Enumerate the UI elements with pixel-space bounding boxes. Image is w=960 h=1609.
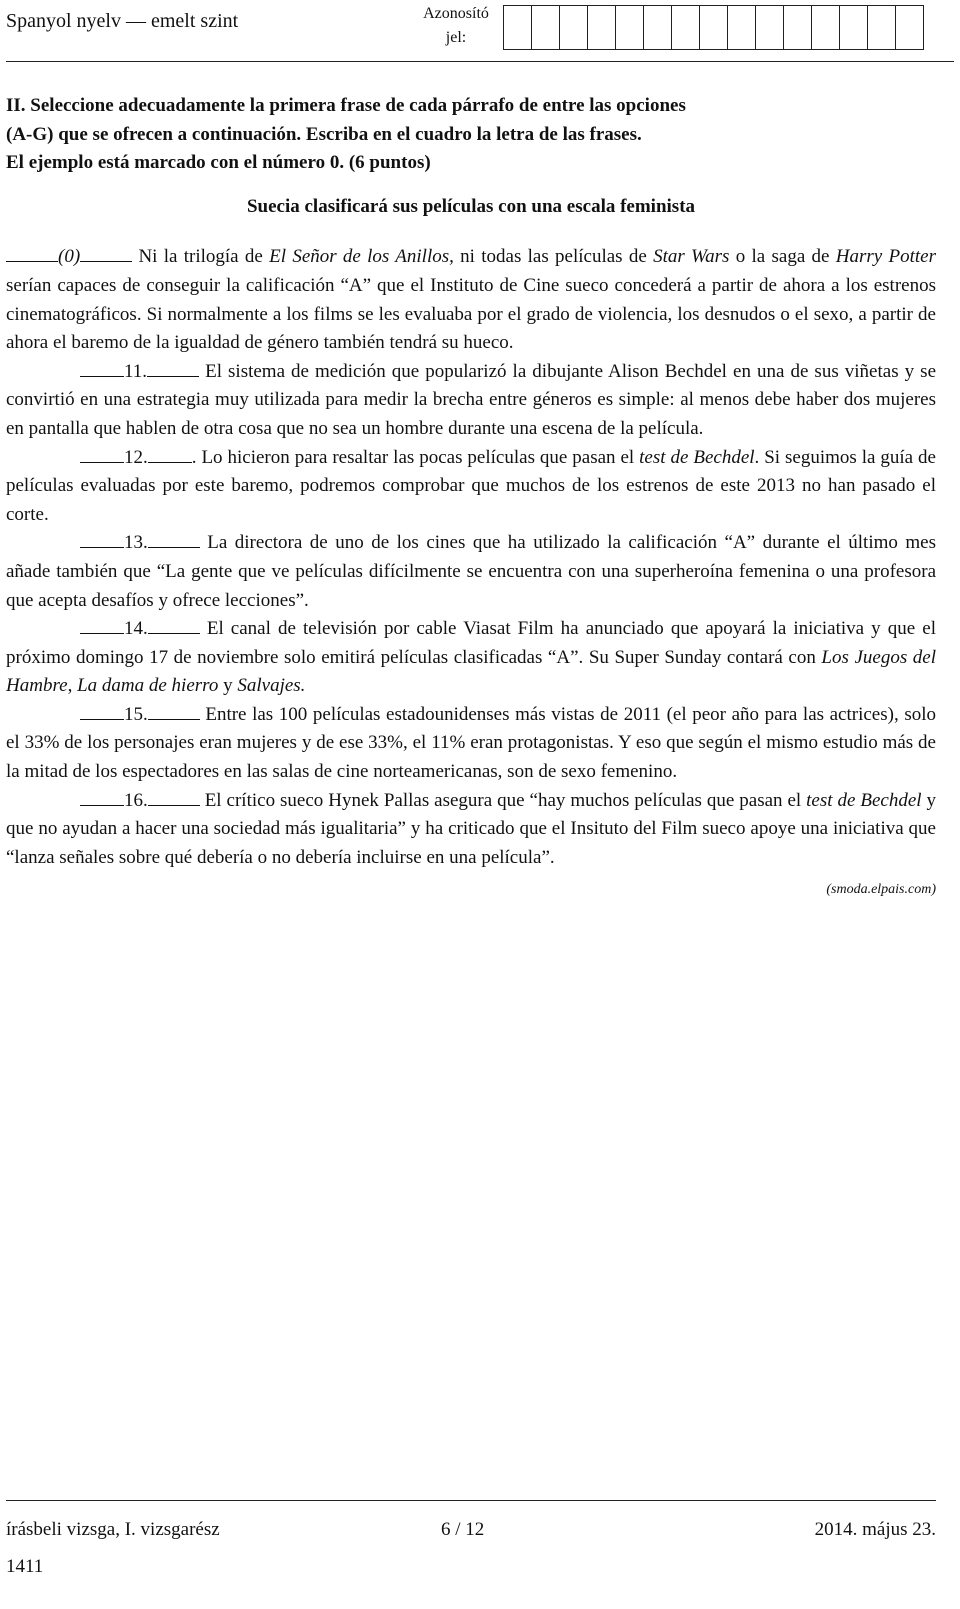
header-title: Spanyol nyelv — emelt szint [6,10,239,32]
paragraph-text: Entre las 100 películas estadounidenses más vistas de 2011 (el peor año para las actrices), solo el 33% de los personajes eran mujeres y de ese 33%, el 11% eran protagonistas. Y eso que según el mismo estudio más de la mitad de los espectadores en las salas de cine norteamericanas, son de sexo femenino. [6,703,936,783]
paragraph-italic: test de Bechdel [639,446,755,468]
answer-blank[interactable] [148,529,200,548]
paragraph-italic: Harry Potter [835,246,937,268]
id-box[interactable] [867,5,896,50]
id-box[interactable] [671,5,700,50]
id-box[interactable] [783,5,812,50]
item-number: 11. [124,360,148,382]
main-content [6,92,936,905]
paragraph-text: . Lo hicieron para resaltar las pocas películas que pasan el [191,446,640,468]
answer-blank[interactable] [80,615,124,634]
id-box[interactable] [727,5,756,50]
instructions-line: El ejemplo está marcado con el número 0. (6 puntos) [6,152,431,174]
header-divider [6,61,954,62]
id-box[interactable] [503,5,532,50]
task-instructions [6,92,936,178]
instructions-line: (A-G) que se ofrecen a continuación. Escriba en el cuadro la letra de las frases. [6,123,642,145]
page-header [6,0,954,62]
paragraph-text: y [218,675,238,697]
footer-row [6,1519,936,1549]
paragraph-text: El canal de televisión por cable Viasat Film ha anunciado que apoyará la iniciativa y que el próximo domingo 17 de noviembre solo emitirá películas clasificadas “A”. Su Super Sunday contará con [6,618,936,668]
item-number: 12. [124,446,148,468]
answer-blank[interactable] [148,701,200,720]
paragraph-italic: El Señor de los Anillos [269,246,450,268]
id-box[interactable] [699,5,728,50]
item-number: 14. [124,618,148,640]
paragraph-italic: La dama de hierro [77,675,219,697]
id-label-line2: jel: [445,29,467,46]
paragraph-15 [6,701,936,787]
item-number: 13. [124,532,148,554]
answer-blank [6,243,58,262]
paragraph-text: o la saga de [729,246,836,268]
paragraph-text: El sistema de medición que popularizó la dibujante Alison Bechdel en una de sus viñetas y se convirtió en una estrategia muy utilizada para medir la brecha entre géneros es simple: al menos debe haber dos mujeres en pantalla que hablen de otra cosa que no sea un hombre durante una escena de la película. [6,360,936,439]
paragraph-text: y que no ayudan a hacer una sociedad más igualitaria” y ha criticado que el Insituto del Film sueco apoye una iniciativa que “lanza señales sobre qué debería o no debería incluirse en una película”. [6,789,936,868]
answer-blank[interactable] [148,787,200,806]
answer-blank[interactable] [80,787,124,806]
paragraph-11 [6,358,936,444]
id-label-line1: Azonosító [423,5,489,22]
item-number: 16. [124,789,148,811]
footer-exam-label: írásbeli vizsga, I. vizsgarész [6,1519,220,1540]
paragraph-text: , [67,675,78,697]
id-box[interactable] [755,5,784,50]
id-boxes [503,5,923,50]
paragraph-text: , ni todas las películas de [449,246,654,268]
id-box[interactable] [587,5,616,50]
id-box[interactable] [559,5,588,50]
paragraph-12 [6,444,936,530]
id-box[interactable] [839,5,868,50]
page-number: 6 / 12 [441,1519,485,1540]
footer-divider [6,1500,936,1501]
id-box[interactable] [895,5,924,50]
id-box[interactable] [615,5,644,50]
item-number: 15. [124,703,148,725]
paragraph-italic: Star Wars [653,246,730,268]
answer-blank[interactable] [148,444,192,463]
paragraph-text: . Si seguimos la guía de películas evaluadas por este baremo, podremos comprobar que muchos de los estrenos de este 2013 no han pasado el corte. [6,446,936,525]
instructions-line: II. Seleccione adecuadamente la primera frase de cada párrafo de entre las opciones [6,95,686,116]
answer-blank[interactable] [80,358,124,377]
footer-date: 2014. május 23. [814,1519,936,1540]
paragraph-13 [6,529,936,615]
paragraph-text: serían capaces de conseguir la calificación “A” que el Instituto de Cine sueco concederá a partir de ahora a los estrenos cinematográficos. Si normalmente a los films se les evaluaba por el grado de violencia, los desnudos o el sexo, a partir de ahora el baremo de la igualdad de género también tendrá su hueco. [6,274,936,354]
id-box[interactable] [811,5,840,50]
answer-blank[interactable] [80,529,124,548]
answer-blank[interactable] [147,358,199,377]
example-label: (0) [58,246,81,268]
paragraph-italic: Los Juegos del Hambre [6,646,937,697]
paragraph-text: El crítico sueco Hynek Pallas asegura que “hay muchos películas que pasan el [199,789,807,811]
paragraph-italic: Salvajes. [237,675,306,697]
answer-blank[interactable] [148,615,200,634]
answer-blank [80,243,132,262]
paragraph-0 [6,243,936,357]
id-label [416,2,496,50]
page-footer [6,1500,936,1577]
id-box[interactable] [643,5,672,50]
paragraph-text: La directora de uno de los cines que ha utilizado la calificación “A” durante el último mes añade también que “La gente que ve películas difícilmente se encuentra con una superheroína femenina o una profesora que acepta desafíos y ofrece lecciones”. [6,532,936,611]
paragraph-text: Ni la trilogía de [132,246,270,268]
paragraph-14 [6,615,936,701]
paragraph-italic: test de Bechdel [806,789,922,811]
footer-code: 1411 [6,1556,44,1577]
id-box[interactable] [531,5,560,50]
paragraph-16 [6,787,936,873]
answer-blank[interactable] [80,701,124,720]
answer-blank[interactable] [80,444,124,463]
source-citation: (smoda.elpais.com) [826,882,936,898]
article-title: Suecia clasificará sus películas con una escala feminista [246,195,696,217]
